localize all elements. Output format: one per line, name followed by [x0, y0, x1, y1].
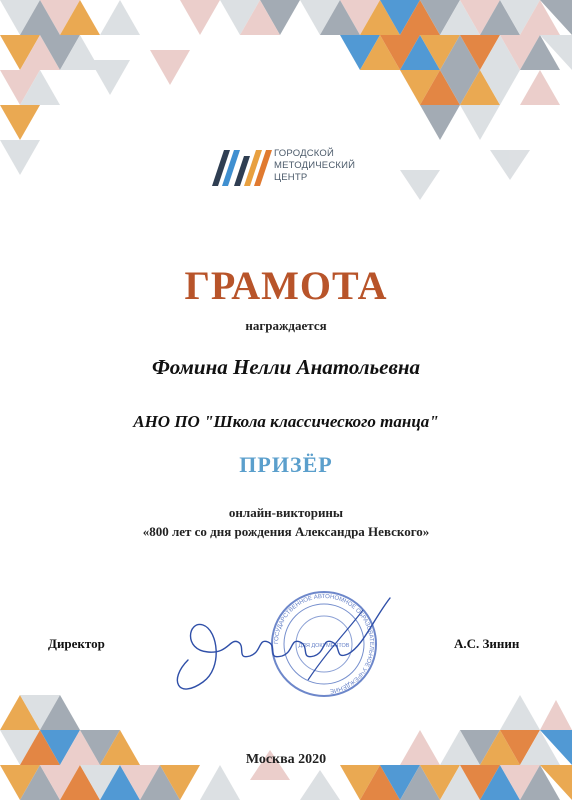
certificate-title: ГРАМОТА [184, 263, 388, 308]
city-year: Москва 2020 [245, 752, 327, 767]
stamp-ring-text: ГОСУДАРСТВЕННОЕ АВТОНОМНОЕ ОБРАЗОВАТЕЛЬНОЕ УЧРЕЖДЕНИЕ [273, 593, 375, 694]
bottom-triangle-pattern [0, 670, 572, 800]
recipient-name: Фомина Нелли Анатольевна [151, 355, 421, 379]
awarded-to-label: награждается [245, 318, 327, 333]
logo-line-2: МЕТОДИЧЕСКИЙ [274, 160, 356, 171]
stamp-center-text: ДЛЯ ДОКУМЕНТОВ [298, 643, 350, 649]
event-line-2: «800 лет со дня рождения Александра Невского» [142, 524, 430, 539]
director-title: Директор [48, 636, 105, 651]
signer-name: А.С. Зинин [454, 636, 520, 651]
award-rank: ПРИЗЁР [239, 452, 333, 477]
event-line-1: онлайн-викторины [228, 505, 344, 520]
logo-line-1: ГОРОДСКОЙ [274, 148, 335, 159]
organization-name: АНО ПО "Школа классического танца" [133, 412, 439, 431]
logo-mark-icon [210, 146, 272, 188]
organization-logo [210, 146, 380, 190]
logo-line-3: ЦЕНТР [274, 172, 308, 183]
